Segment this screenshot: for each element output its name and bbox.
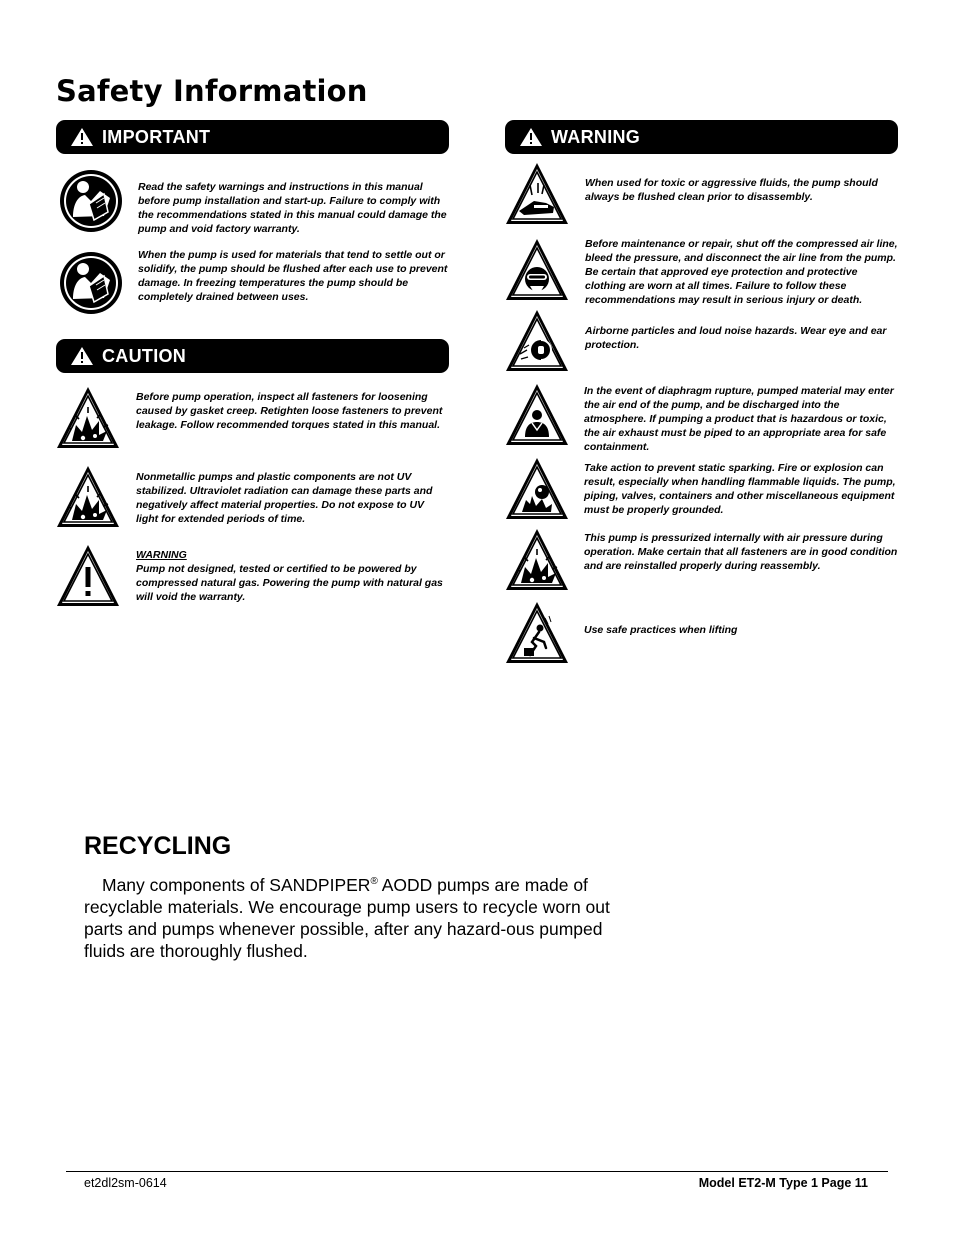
- read-manual-icon: [58, 168, 124, 234]
- protective-gear-icon: [504, 237, 570, 303]
- warning-text: Airborne particles and loud noise hazards. Wear eye and ear protection.: [585, 325, 887, 351]
- warning-item: [504, 161, 899, 227]
- toxic-exposure-icon: [504, 382, 570, 448]
- footer-doc-code: et2dl2sm-0614: [84, 1176, 167, 1190]
- footer-model-page: Model ET2-M Type 1 Page 11: [698, 1176, 868, 1190]
- caution-text: Nonmetallic pumps and plastic components are not UV stabilized. Ultraviolet radiation can damage these parts and negatively affect material properties. Do not expose to UV light for extended periods of time.: [136, 471, 433, 525]
- exclamation-warning-icon: [55, 543, 121, 609]
- warning-text: When used for toxic or aggressive fluids, the pump should always be flushed clean prior to disassembly.: [585, 177, 878, 203]
- warning-triangle-icon: [519, 127, 543, 147]
- caution-item: [55, 385, 448, 451]
- warning-text: In the event of diaphragm rupture, pumped material may enter the air end of the pump, and be discharged into the atmosphere. If pumping a product that is hazardous or toxic, the air exhaust must be piped to an appropriate area for safe containment.: [584, 385, 894, 453]
- caution-warning-heading: WARNING: [136, 549, 187, 561]
- caution-text: [136, 548, 448, 604]
- warning-triangle-icon: [70, 127, 94, 147]
- important-item: [58, 250, 448, 316]
- warning-triangle-icon: [70, 346, 94, 366]
- caution-text: Before pump operation, inspect all fasteners for loosening caused by gasket creep. Retighten loose fasteners to prevent leakage. Follow recommended torques stated in this manual.: [136, 391, 443, 431]
- corrosive-hand-icon: [504, 161, 570, 227]
- important-item: [58, 168, 448, 236]
- warning-text: Use safe practices when lifting: [584, 624, 738, 636]
- important-text: Read the safety warnings and instructions in this manual before pump installation and start-up. Failure to comply with the recommendations stated in this manual could damage the pump and void factory warranty.: [138, 181, 447, 235]
- warning-text: Take action to prevent static sparking. Fire or explosion can result, especially when handling flammable liquids. The pump, piping, valves, containers and other miscellaneous equipment must be properly grounded.: [584, 462, 896, 516]
- explosion-hazard-icon: [55, 385, 121, 451]
- caution-label: CAUTION: [102, 345, 187, 366]
- caution-banner: [56, 339, 449, 373]
- caution-item: [55, 464, 448, 530]
- recycling-body: [84, 874, 624, 962]
- fire-explosion-icon: [504, 456, 570, 522]
- warning-banner: [505, 120, 898, 154]
- registered-mark: ®: [370, 876, 378, 887]
- footer-divider: [66, 1171, 888, 1172]
- noise-particles-icon: [504, 308, 570, 374]
- warning-item: [504, 237, 899, 307]
- recycling-body-pre: Many components of SANDPIPER: [102, 875, 371, 895]
- read-manual-icon: [58, 250, 124, 316]
- explosion-hazard-icon: [504, 527, 570, 593]
- explosion-hazard-icon: [55, 464, 121, 530]
- page-title: Safety Information: [56, 74, 368, 108]
- recycling-title: RECYCLING: [84, 832, 232, 860]
- warning-item: [504, 600, 899, 666]
- warning-text: Before maintenance or repair, shut off the compressed air line, bleed the pressure, and disconnect the air line from the pump. Be certain that approved eye protection and protective clothing are worn at all times. Failure to follow these recommendations may result in serious injury or death.: [585, 238, 898, 306]
- warning-item: [504, 308, 899, 374]
- important-text: When the pump is used for materials that tend to settle out or solidify, the pump should be flushed after each use to prevent damage. In freezing temperatures the pump should be completely drained between uses.: [138, 249, 448, 303]
- caution-warning-text: Pump not designed, tested or certified to be powered by compressed natural gas. Powering the pump with natural gas will void the warranty.: [136, 563, 443, 603]
- warning-item: [504, 382, 899, 454]
- important-banner: [56, 120, 449, 154]
- caution-item: [55, 543, 448, 609]
- important-label: IMPORTANT: [102, 126, 211, 147]
- recycling-body-post: AODD pumps are made of recyclable materials. We encourage pump users to recycle worn out parts and pumps whenever possible, after any hazard-ous pumped fluids are thoroughly flushed.: [84, 875, 610, 961]
- warning-text: This pump is pressurized internally with air pressure during operation. Make certain that all fasteners are in good condition and are reinstalled properly during reassembly.: [584, 532, 898, 572]
- warning-item: [504, 456, 899, 522]
- warning-item: [504, 527, 899, 593]
- lifting-hazard-icon: [504, 600, 570, 666]
- warning-label: WARNING: [551, 126, 641, 147]
